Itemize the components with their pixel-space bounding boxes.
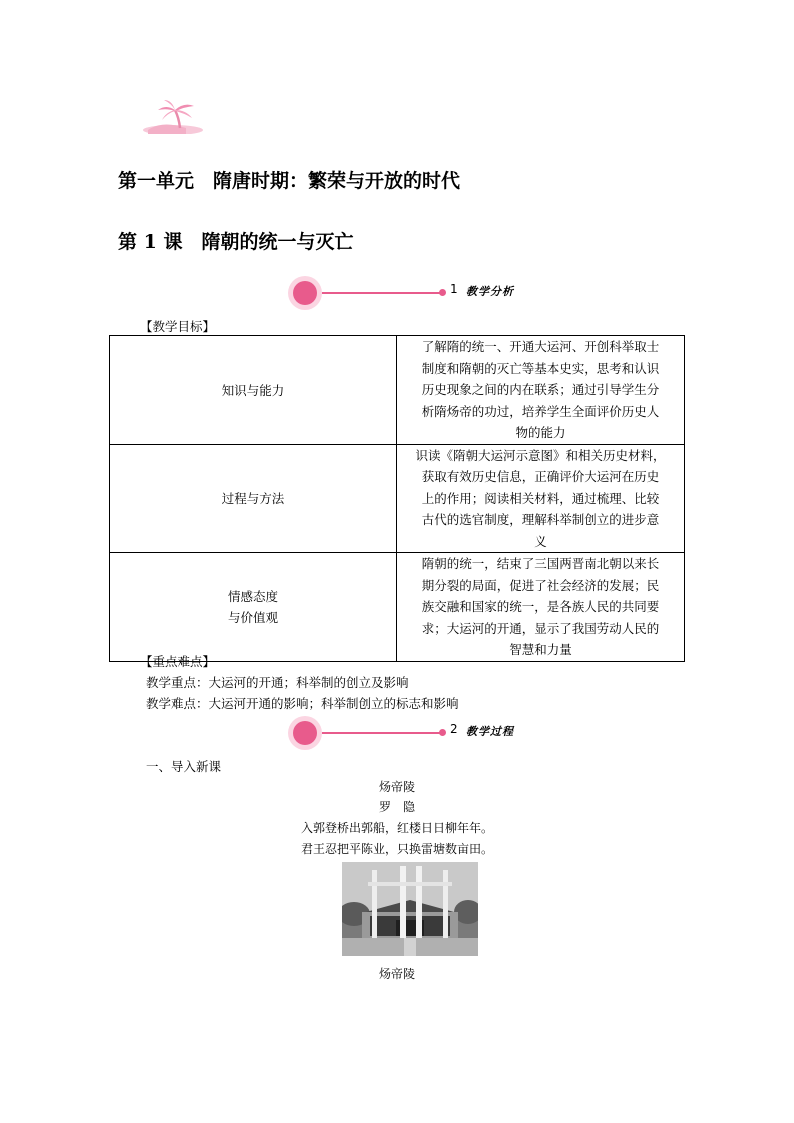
poem-line: 入郭登桥出郭船，红楼日日柳年年。 xyxy=(300,821,493,835)
photo-caption: 炀帝陵 xyxy=(378,967,415,981)
section-label: 教学分析 xyxy=(466,285,514,298)
section-number: 2 xyxy=(450,722,458,736)
section-number: 1 xyxy=(450,282,458,296)
palm-island-icon xyxy=(142,100,204,134)
teaching-difficulty: 教学难点：大运河开通的影响；科举制创立的标志和影响 xyxy=(146,696,459,711)
section-circle-icon xyxy=(288,276,322,310)
goals-heading: 【教学目标】 xyxy=(140,319,216,334)
mausoleum-photo xyxy=(342,862,478,956)
table-row xyxy=(110,444,685,553)
goal-description: 识读《隋朝大运河示意图》和相关历史材料， 获取有效历史信息，正确评价大运河在历史 上的作用；阅读相关材料，通过梳理、比较 古代的选官制度，理解科举制创立的进步意 义 xyxy=(397,444,685,553)
teaching-goals-table xyxy=(109,335,685,662)
section-circle-icon xyxy=(288,716,322,750)
intro-heading: 一、导入新课 xyxy=(146,759,222,774)
table-row xyxy=(110,336,685,445)
section-dot-icon xyxy=(439,729,446,736)
goal-label: 知识与能力 xyxy=(110,336,397,445)
goal-description: 隋朝的统一，结束了三国两晋南北朝以来长 期分裂的局面，促进了社会经济的发展；民 族交融和国家的统一，是各族人民的共同要 求；大运河的开通，显示了我国劳动人民的 智慧和力量 xyxy=(397,553,685,662)
section-marker-process xyxy=(288,716,548,756)
unit-title: 第一单元 隋唐时期：繁荣与开放的时代 xyxy=(118,170,461,192)
keypoints-heading: 【重点难点】 xyxy=(140,654,216,669)
section-dot-icon xyxy=(439,289,446,296)
poem-author: 罗 隐 xyxy=(378,800,415,814)
section-rule xyxy=(322,292,442,294)
poem-title: 炀帝陵 xyxy=(378,780,415,794)
section-marker-analysis xyxy=(288,276,548,316)
poem-line: 君王忍把平陈业，只换雷塘数亩田。 xyxy=(300,842,493,856)
goal-label: 情感态度 与价值观 xyxy=(110,553,397,662)
teaching-focus: 教学重点：大运河的开通；科举制的创立及影响 xyxy=(146,675,409,690)
section-rule xyxy=(322,732,442,734)
lesson-title: 第 1 课 隋朝的统一与灭亡 xyxy=(118,231,354,253)
goal-label: 过程与方法 xyxy=(110,444,397,553)
goal-description: 了解隋的统一、开通大运河、开创科举取士 制度和隋朝的灭亡等基本史实，思考和认识 历史现象之间的内在联系；通过引导学生分 析隋炀帝的功过，培养学生全面评价历史人 物的能力 xyxy=(397,336,685,445)
section-label: 教学过程 xyxy=(466,725,514,738)
table-row xyxy=(110,553,685,662)
